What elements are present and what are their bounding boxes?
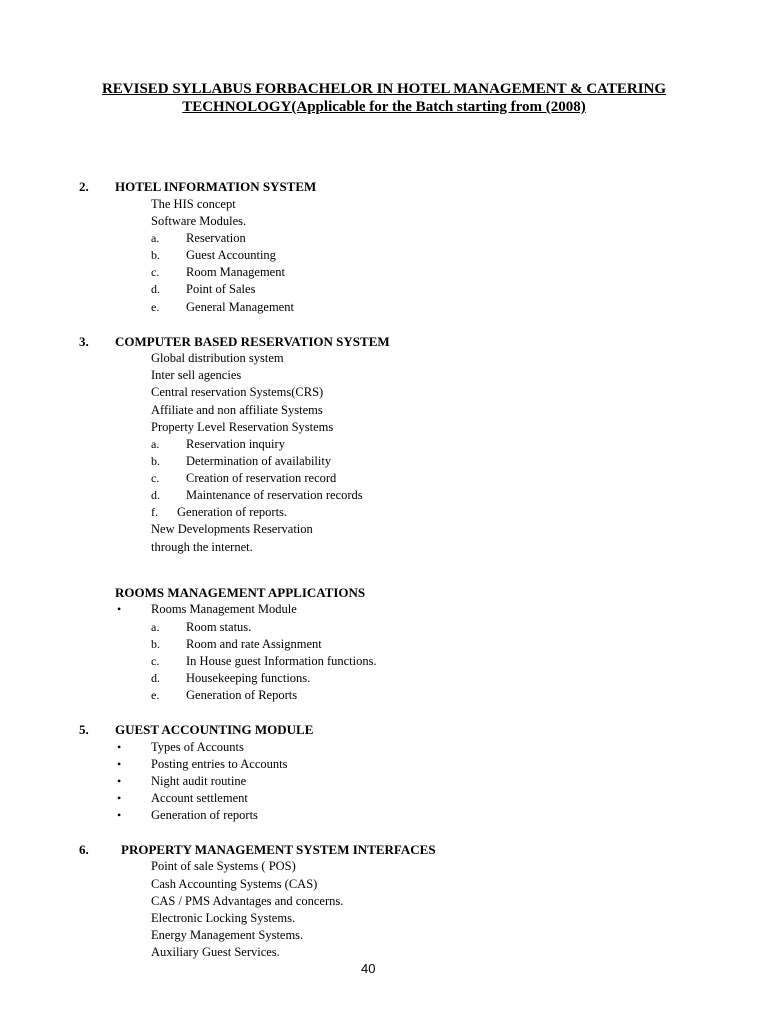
list-line: Rooms Management Module xyxy=(151,602,297,616)
item-letter: e. xyxy=(151,688,160,702)
list-line: Property Level Reservation Systems xyxy=(151,420,334,434)
item-letter: c. xyxy=(151,265,160,279)
section-heading: GUEST ACCOUNTING MODULE xyxy=(115,722,314,737)
item-letter: c. xyxy=(151,654,160,668)
list-line: Night audit routine xyxy=(151,774,247,788)
item-letter: d. xyxy=(151,671,160,685)
list-line: Affiliate and non affiliate Systems xyxy=(151,403,323,417)
title-line-2: TECHNOLOGY(Applicable for the Batch starting from (2008) xyxy=(182,99,586,115)
section-number: 3. xyxy=(79,334,89,349)
list-line: Electronic Locking Systems. xyxy=(151,911,296,925)
bullet-mark: • xyxy=(117,791,122,805)
list-item: Generation of Reports xyxy=(186,688,298,702)
section-heading: ROOMS MANAGEMENT APPLICATIONS xyxy=(115,585,366,600)
section-number: 5. xyxy=(79,722,89,737)
bullet-mark: • xyxy=(117,740,122,754)
bullet-mark: • xyxy=(117,774,122,788)
list-line: Types of Accounts xyxy=(151,740,244,754)
list-line: Generation of reports xyxy=(151,808,258,822)
item-letter: b. xyxy=(151,637,160,651)
list-line: Cash Accounting Systems (CAS) xyxy=(151,877,318,891)
list-line: Inter sell agencies xyxy=(151,368,242,382)
list-line: New Developments Reservation xyxy=(151,522,313,536)
list-line: through the internet. xyxy=(151,540,253,554)
title-line-1: REVISED SYLLABUS FORBACHELOR IN HOTEL MANAGEMENT & CATERING xyxy=(101,81,667,97)
section-heading: HOTEL INFORMATION SYSTEM xyxy=(115,179,317,194)
bullet-mark: • xyxy=(117,602,122,616)
list-line: Auxiliary Guest Services. xyxy=(151,945,280,959)
list-item: Room status. xyxy=(186,620,252,634)
list-item: Housekeeping functions. xyxy=(186,671,311,685)
item-letter: c. xyxy=(151,471,160,485)
item-letter: e. xyxy=(151,300,160,314)
list-line: Global distribution system xyxy=(151,351,284,365)
list-item: Point of Sales xyxy=(186,282,256,296)
item-letter: d. xyxy=(151,488,160,502)
list-item: Maintenance of reservation records xyxy=(186,488,363,502)
item-letter: a. xyxy=(151,437,160,451)
bullet-mark: • xyxy=(117,808,122,822)
section-heading: PROPERTY MANAGEMENT SYSTEM INTERFACES xyxy=(121,842,436,857)
list-item: In House guest Information functions. xyxy=(186,654,377,668)
list-item: Room and rate Assignment xyxy=(186,637,322,651)
list-line: CAS / PMS Advantages and concerns. xyxy=(151,894,344,908)
list-line: Central reservation Systems(CRS) xyxy=(151,385,324,399)
item-letter: f. xyxy=(151,505,158,519)
list-line: The HIS concept xyxy=(151,197,236,211)
item-letter: a. xyxy=(151,620,160,634)
list-line: Account settlement xyxy=(151,791,248,805)
section-heading: COMPUTER BASED RESERVATION SYSTEM xyxy=(115,334,390,349)
list-line: Software Modules. xyxy=(151,214,247,228)
list-item: Reservation inquiry xyxy=(186,437,285,451)
list-item: Room Management xyxy=(186,265,285,279)
list-line: Energy Management Systems. xyxy=(151,928,304,942)
list-item: Determination of availability xyxy=(186,454,332,468)
list-line: Point of sale Systems ( POS) xyxy=(151,859,296,873)
list-item: General Management xyxy=(186,300,294,314)
item-letter: d. xyxy=(151,282,160,296)
bullet-mark: • xyxy=(117,757,122,771)
item-letter: a. xyxy=(151,231,160,245)
page-number: 40 xyxy=(361,961,376,976)
list-line: Posting entries to Accounts xyxy=(151,757,288,771)
list-item: Reservation xyxy=(186,231,246,245)
list-item: Generation of reports. xyxy=(177,505,288,519)
section-number: 6. xyxy=(79,842,89,857)
section-number: 2. xyxy=(79,179,89,194)
list-item: Creation of reservation record xyxy=(186,471,337,485)
item-letter: b. xyxy=(151,454,160,468)
item-letter: b. xyxy=(151,248,160,262)
list-item: Guest Accounting xyxy=(186,248,276,262)
